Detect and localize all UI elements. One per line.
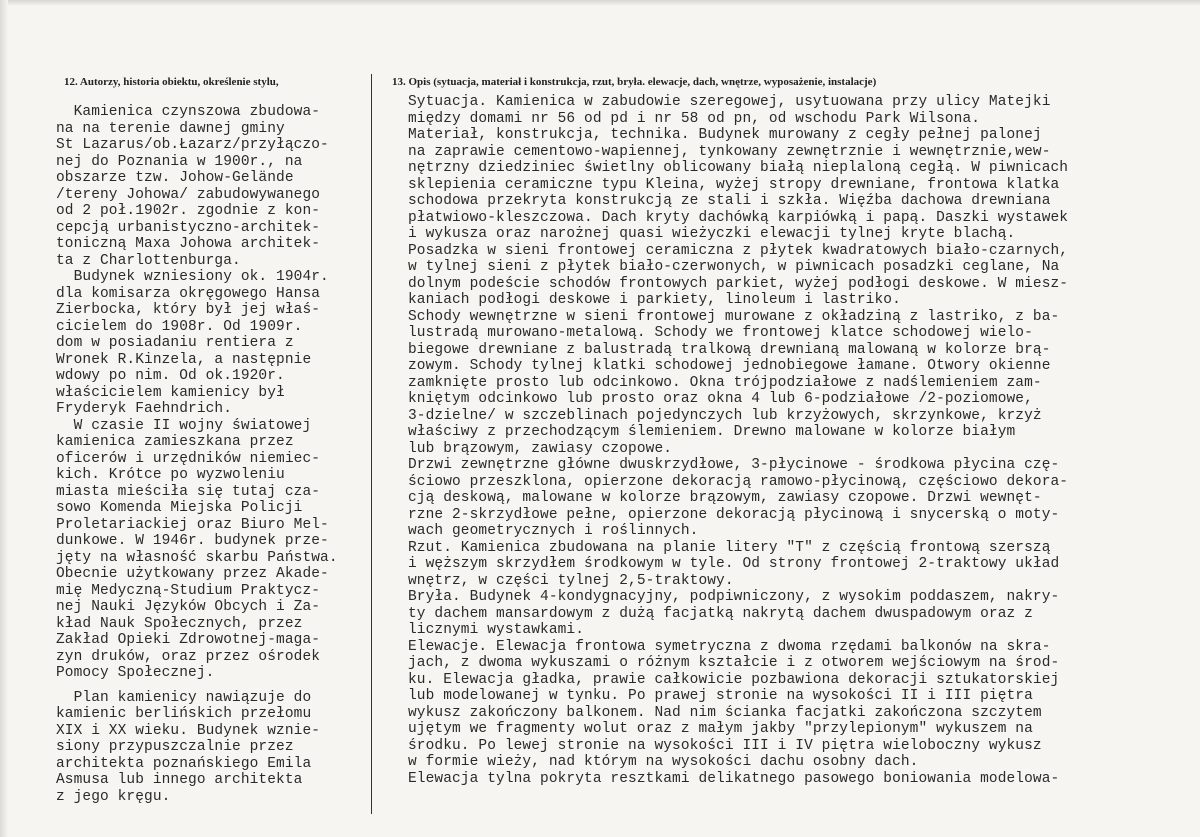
history-text-line: kamienica zamieszkana przez [56, 434, 294, 450]
history-text-line: miasta mieściła się tutaj cza- [56, 483, 321, 500]
history-text-line: Plan kamienicy nawiązuje do [56, 689, 312, 706]
history-text-line: W czasie II wojny światowej [56, 417, 312, 434]
description-text-line: lub brązowym, zawiasy czopowe. [408, 440, 673, 457]
history-text-line: kamienic berlińskich przełomu [56, 706, 312, 722]
history-text-line: Wronek R.Kinzela, a następnie [56, 351, 312, 368]
history-text-line: sowo Komenda Miejska Policji [56, 500, 303, 516]
description-text-line: Schody wewnętrzne w sieni frontowej murowane z okładziną z lastriko, z ba- [408, 308, 1060, 325]
description-text-line: dolnym podeście schodów frontowych parkiet, wyżej podłogi deskowe. W miesz- [408, 275, 1069, 292]
description-text-line: wach geometrycznych i roślinnych. [408, 523, 699, 539]
description-text-line: ściowo przeszklona, opierzone dekoracją ramowo-płycinową, częściowo dekora- [408, 473, 1069, 490]
page-left-shadow [0, 0, 8, 837]
history-text-line: dla komisarza okręgowego Hansa [56, 285, 321, 302]
history-text-line: Asmusa lub innego architekta [56, 772, 303, 788]
description-text-line: wnętrz, w części tylnej 2,5-traktowy. [408, 572, 734, 589]
history-text-line: St Lazarus/ob.Łazarz/przyłączo- [56, 137, 329, 153]
description-text-line: kniętym odcinkowo lub prosto oraz okna 4 lub 6-podziałowe /2-poziomowe, [408, 391, 1033, 407]
description-text-line: ty dachem mansardowym z dużą facjatką nakrytą dachem dwuspadowym oraz z [408, 605, 1033, 622]
history-text-line: dunkowe. W 1946r. budynek prze- [56, 533, 329, 549]
history-text-column [56, 104, 376, 805]
history-text-line: Zierbocka, który był jej właś- [56, 302, 321, 318]
history-text-line: z jego kręgu. [56, 788, 171, 805]
history-text-line: oficerów i urzędników niemiec- [56, 450, 321, 467]
description-text-line: Posadzka w sieni frontowej ceramiczna z płytek kwadratowych biało-czarnych, [408, 242, 1069, 259]
history-text-line: nej do Poznania w 1900r., na [56, 153, 303, 170]
history-text-line: na na terenie dawnej gminy [56, 120, 285, 137]
history-text-line: jęty na własność skarbu Państwa. [56, 549, 338, 566]
description-text-line: i węższym skrzydłem środkowym w tyle. Od strony frontowej 2-traktowy układ [408, 556, 1060, 572]
history-text-line [56, 682, 376, 690]
history-text-line: siony przypuszczalnie przez [56, 739, 294, 755]
description-text-line: właściwy z przechodzącym ślemieniem. Drewno malowane w kolorze białym [408, 424, 1016, 440]
history-text-line: Zakład Opieki Zdrowotnej-maga- [56, 632, 321, 648]
description-text-line: licznymi wystawkami. [408, 622, 585, 638]
description-text-line: Bryła. Budynek 4-kondygnacyjny, podpiwniczony, z wysokim poddaszem, nakry- [408, 589, 1060, 605]
history-text-line: dom w posiadaniu rentiera z [56, 335, 294, 351]
section-12-heading: 12. Autorzy, historia obiektu, określenie stylu, [64, 76, 279, 88]
history-text-line: wdowy po nim. Od ok.1920r. [56, 368, 285, 384]
description-text-line: płatwiowo-kleszczowa. Dach kryty dachówką karpiówką i papą. Daszki wystawek [408, 209, 1069, 226]
description-text-line: i wykusza oraz narożnej quasi wieżyczki elewacji tylnej kryte blachą. [408, 226, 1016, 242]
description-text-line: rzne 2-skrzydłowe pełne, opierzone dekoracją płycinową i snycerską o moty- [408, 506, 1060, 523]
description-text-line: biegowe drewniane z balustradą tralkową drewnianą malowaną w kolorze brą- [408, 341, 1051, 358]
description-text-line: w formie wieży, nad którym na wysokości dachu osobny dach. [408, 754, 919, 770]
description-text-line: Elewacja tylna pokryta resztkami delikatnego pasowego boniowania modelowa- [408, 770, 1060, 787]
page-top-shadow [0, 0, 1200, 6]
history-text-line: zyn druków, oraz przez ośrodek [56, 648, 321, 665]
history-text-line: architekta poznańskiego Emila [56, 755, 312, 772]
description-text-line: cją deskową, malowane w kolorze brązowym, zawiasy czopowe. Drzwi wewnęt- [408, 490, 1042, 506]
history-text-line: cicielem do 1908r. Od 1909r. [56, 318, 303, 335]
history-text-line: od 2 poł.1902r. zgodnie z kon- [56, 203, 321, 219]
history-text-line: Pomocy Społecznej. [56, 665, 215, 681]
description-text-line: między domami nr 56 od pd i nr 58 od pn, od wschodu Park Wilsona. [408, 110, 981, 127]
description-text-line: 3-dzielne/ w szczeblinach pojedynczych lub krzyżowych, skrzynkowe, krzyż [408, 407, 1042, 424]
description-text-line: Sytuacja. Kamienica w zabudowie szeregowej, usytuowana przy ulicy Matejki [408, 94, 1051, 110]
history-text-line: Budynek wzniesiony ok. 1904r. [56, 269, 329, 285]
description-text-line: Materiał, konstrukcja, technika. Budynek murowany z cegły pełnej palonej [408, 127, 1042, 143]
history-text-line: toniczną Maxa Johowa architek- [56, 236, 321, 252]
history-text-line: XIX i XX wieku. Budynek wznie- [56, 722, 321, 739]
history-text-line: obszarze tzw. Johow-Gelände [56, 170, 294, 186]
description-text-line: lub modelowanej w tynku. Po prawej stronie na wysokości II i III piętra [408, 688, 1033, 704]
section-13-heading: 13. Opis (sytuacja, materiał i konstrukcja, rzut, bryła. elewacje, dach, wnętrze, wyposażenie, instalacje) [392, 76, 877, 88]
description-text-line: kaniach podłogi deskowe i parkiety, linoleum i lastriko. [408, 292, 901, 308]
history-text-line: Fryderyk Faehndrich. [56, 401, 233, 417]
history-text-line: kład Nauk Społecznych, przez [56, 615, 303, 632]
description-text-column [408, 94, 1188, 787]
description-text-line: sklepienia ceramiczne typu Kleina, wyżej stropy drewniane, frontowa klatka [408, 176, 1060, 193]
description-text-line: schodowa przekryta konstrukcją ze stali i szkła. Więźba dachowa drewniana [408, 193, 1051, 209]
description-text-line: w tylnej sieni z płytek biało-czerwonych, w piwnicach posadzki ceglane, Na [408, 259, 1060, 275]
description-text-line: zowym. Schody tylnej klatki schodowej jednobiegowe łamane. Otwory okienne [408, 358, 1051, 374]
description-text-line: ku. Elewacja gładka, prawie całkowicie pozbawiona dekoracji sztukatorskiej [408, 671, 1060, 688]
history-text-line: nej Nauki Języków Obcych i Za- [56, 599, 321, 615]
history-text-line: Proletariackiej oraz Biuro Mel- [56, 516, 329, 533]
history-text-line: cepcją urbanistyczno-architek- [56, 219, 321, 236]
description-text-line: nętrzny dziedziniec świetlny oblicowany białą nieplaloną cegłą. W piwnicach [408, 160, 1069, 176]
description-text-line: zamknięte prosto lub odcinkowo. Okna trójpodziałowe z nadślemieniem zam- [408, 374, 1042, 391]
description-text-line: Rzut. Kamienica zbudowana na planie litery "T" z częścią frontową szerszą [408, 539, 1051, 556]
history-text-line: Obecnie użytkowany przez Akade- [56, 566, 329, 582]
description-text-line: ujętym we fragmenty wolut oraz z małym jakby "przylepionym" wykuszem na [408, 721, 1033, 737]
history-text-line: właścicielem kamienicy był [56, 384, 285, 401]
description-text-line: lustradą murowano-metalową. Schody we frontowej klatce schodowej wielo- [408, 325, 1033, 341]
history-text-line: Kamienica czynszowa zbudowa- [56, 104, 321, 120]
description-text-line: jach, z dwoma wykuszami o różnym kształcie i z otworem wejściowym na środ- [408, 655, 1060, 671]
history-text-line: kich. Krótce po wyzwoleniu [56, 467, 285, 483]
description-text-line: Elewacje. Elewacja frontowa symetryczna z dwoma rzędami balkonów na skra- [408, 638, 1051, 655]
description-text-line: wykusz zakończony balkonem. Nad nim ścianka facjatki zakończona szczytem [408, 704, 1042, 721]
description-text-line: na zaprawie cementowo-wapiennej, tynkowany zewnętrznie i wewnętrznie,wew- [408, 143, 1051, 160]
description-text-line: środku. Po lewej stronie na wysokości III i IV piętra wieloboczny wykusz [408, 737, 1042, 754]
history-text-line: ta z Charlottenburga. [56, 252, 241, 269]
description-text-line: Drzwi zewnętrzne główne dwuskrzydłowe, 3-płycinowe - środkowa płycina czę- [408, 457, 1060, 473]
history-text-line: /tereny Johowa/ zabudowywanego [56, 186, 321, 203]
history-text-line: mię Medyczną-Studium Praktycz- [56, 582, 321, 599]
